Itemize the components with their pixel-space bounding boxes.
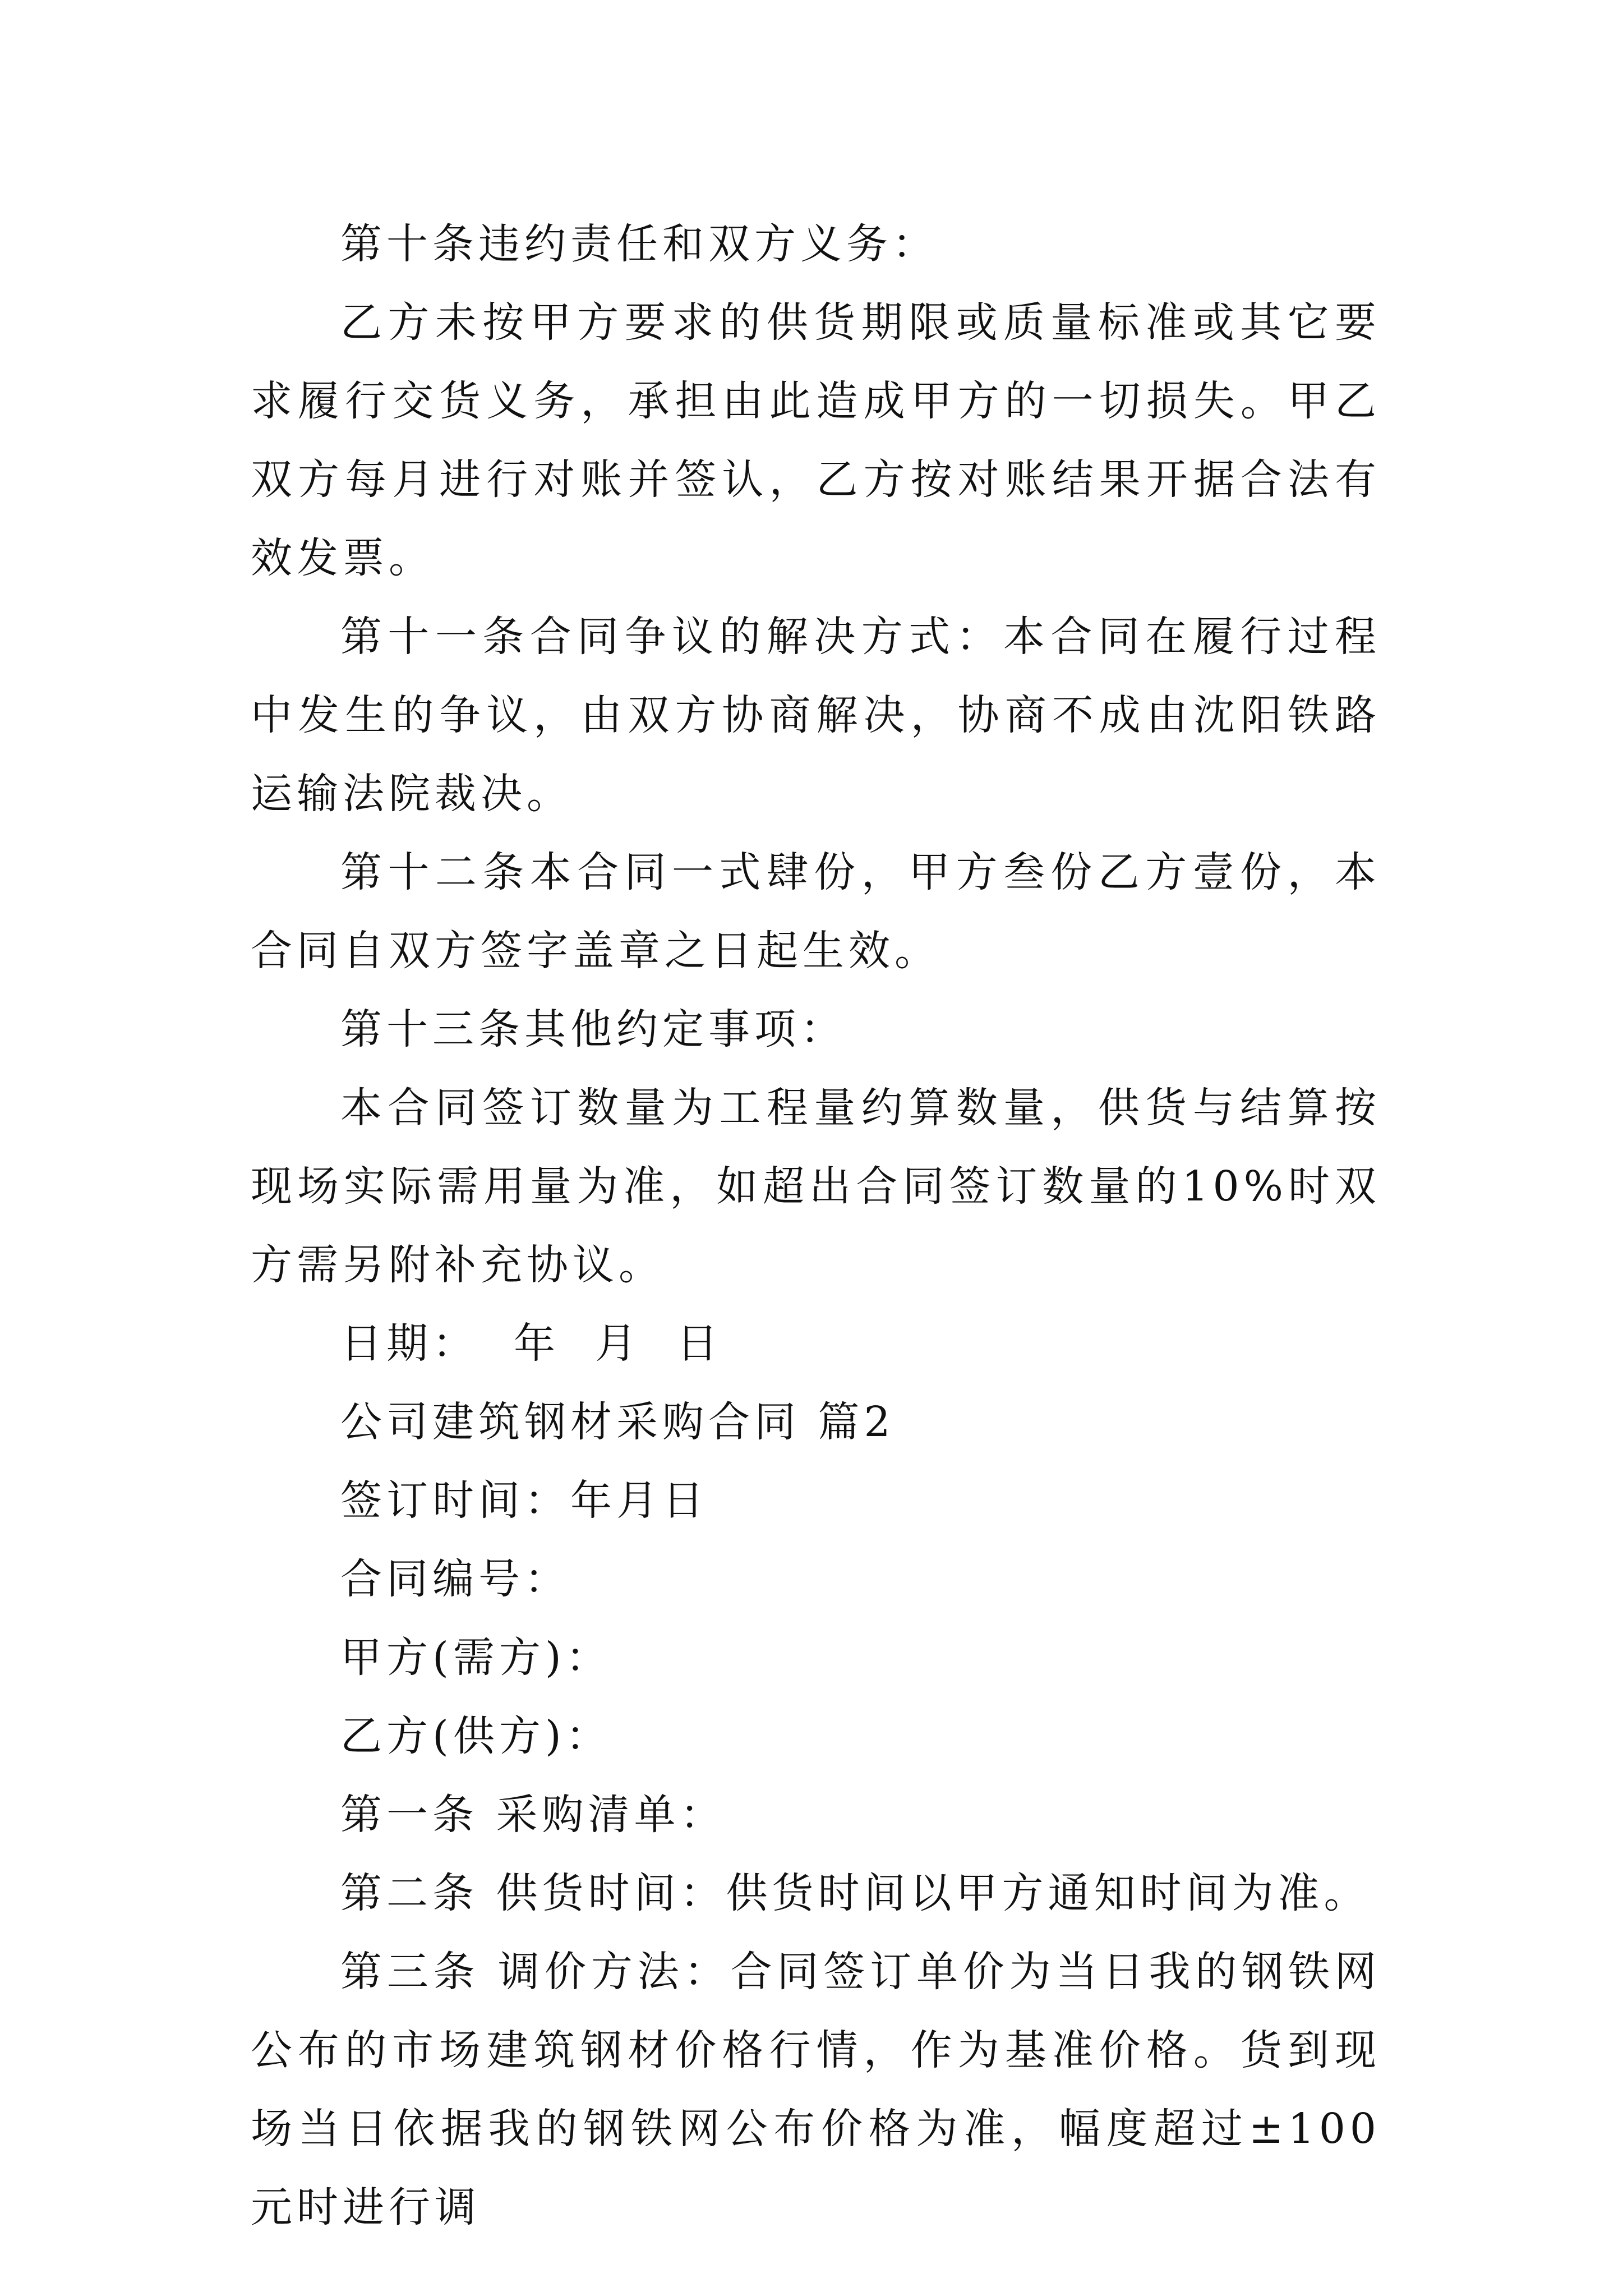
- article-10-heading: 第十条违约责任和双方义务：: [340, 220, 938, 268]
- document-body: [251, 205, 1381, 2247]
- party-b: 乙方(供方)：: [340, 1712, 612, 1760]
- article-2-text: 第二条 供货时间：供货时间以甲方通知时间为准。: [340, 1869, 1370, 1917]
- party-a: 甲方(需方)：: [340, 1634, 612, 1682]
- date-line: 日期： 年 月 日: [340, 1319, 723, 1368]
- signing-time: 签订时间：年月日: [340, 1476, 708, 1525]
- article-12-text: 第十二条本合同一式肆份，甲方叁份乙方壹份，本合同自双方签字盖章之日起生效。: [251, 848, 1381, 975]
- article-3-text: 第三条 调价方法：合同签订单价为当日我的钢铁网公布的市场建筑钢材价格行情，作为基准价格。货到现场当日依据我的钢铁网公布价格为准，幅度超过±100元时进行调: [251, 1948, 1381, 2231]
- article-10-text: 乙方未按甲方要求的供货期限或质量标准或其它要求履行交货义务，承担由此造成甲方的一切损失。甲乙双方每月进行对账并签认，乙方按对账结果开据合法有效发票。: [251, 298, 1381, 582]
- contract-number: 合同编号：: [340, 1555, 570, 1603]
- contract-2-title: 公司建筑钢材采购合同 篇2: [340, 1398, 895, 1446]
- article-13-heading: 第十三条其他约定事项：: [340, 1005, 846, 1053]
- article-13-text: 本合同签订数量为工程量约算数量，供货与结算按现场实际需用量为准，如超出合同签订数量的10%时双方需另附补充协议。: [251, 1084, 1381, 1289]
- article-11-text: 第十一条合同争议的解决方式：本合同在履行过程中发生的争议，由双方协商解决，协商不成由沈阳铁路运输法院裁决。: [251, 613, 1381, 818]
- article-1-heading: 第一条 采购清单：: [340, 1791, 726, 1839]
